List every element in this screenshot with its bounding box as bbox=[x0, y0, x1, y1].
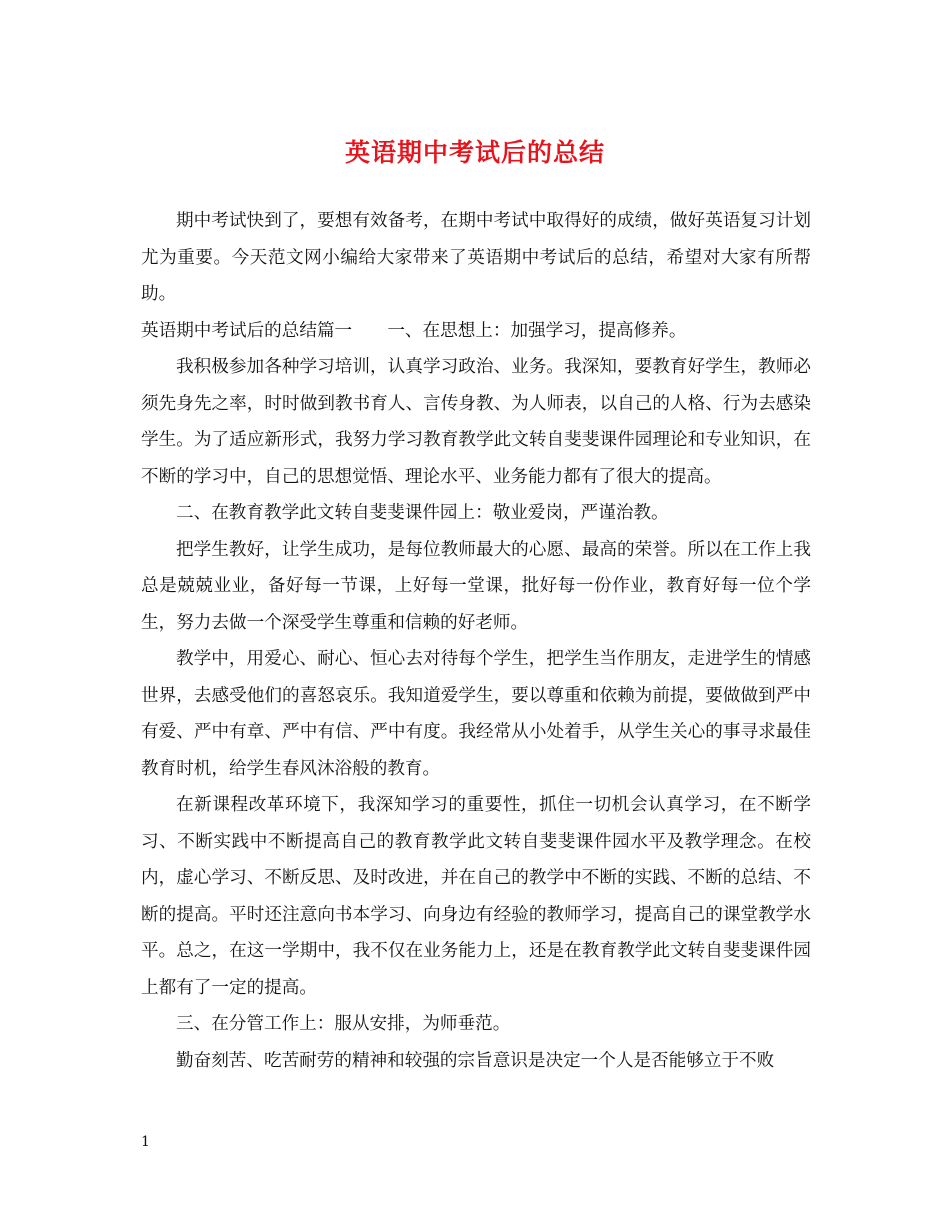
paragraph: 期中考试快到了，要想有效备考，在期中考试中取得好的成绩，做好英语复习计划尤为重要。今天范文网小编给大家带来了英语期中考试后的总结，希望对大家有所帮助。 bbox=[141, 211, 811, 304]
paragraph: 在新课程改革环境下，我深知学习的重要性，抓住一切机会认真学习，在不断学习、不断实践中不断提高自己的教育教学此文转自斐斐课件园水平及教学理念。在校内，虚心学习、不断反思、及时改进，并在自己的教学中不断的实践、不断的总结、不断的提高。平时还注意向书本学习、向身边有经验的教师学习，提高自己的课堂教学水平。总之，在这一学期中，我不仅在业务能力上，还是在教育教学此文转自斐斐课件园上都有了一定的提高。 bbox=[141, 795, 811, 998]
section-heading: 英语期中考试后的总结篇一 一、在思想上：加强学习，提高修养。 bbox=[141, 320, 687, 341]
document-body bbox=[141, 203, 811, 1079]
section-heading: 二、在教育教学此文转自斐斐课件园上：敬业爱岗，严谨治教。 bbox=[176, 503, 669, 523]
document-title: 英语期中考试后的总结 bbox=[344, 138, 605, 167]
paragraph: 把学生教好，让学生成功，是每位教师最大的心愿、最高的荣誉。所以在工作上我总是兢兢业业，备好每一节课，上好每一堂课，批好每一份作业，教育好每一位个学生，努力去做一个深受学生尊重和信赖的好老师。 bbox=[141, 539, 811, 633]
paragraph: 教学中，用爱心、耐心、恒心去对待每个学生，把学生当作朋友，走进学生的情感世界，去感受他们的喜怒哀乐。我知道爱学生，要以尊重和依赖为前提，要做做到严中有爱、严中有章、严中有信、严中有度。我经常从小处着手，从学生关心的事寻求最佳教育时机，给学生春风沐浴般的教育。 bbox=[141, 649, 811, 779]
paragraph: 我积极参加各种学习培训，认真学习政治、业务。我深知，要教育好学生，教师必须先身先之率，时时做到教书育人、言传身教、为人师表，以自己的人格、行为去感染学生。为了适应新形式，我努力学习教育教学此文转自斐斐课件园理论和专业知识，在不断的学习中，自己的思想觉悟、理论水平、业务能力都有了很大的提高。 bbox=[141, 357, 811, 487]
section-heading: 三、在分管工作上：服从安排，为师垂范。 bbox=[176, 1014, 511, 1034]
paragraph: 勤奋刻苦、吃苦耐劳的精神和较强的宗旨意识是决定一个人是否能够立于不败 bbox=[176, 1050, 775, 1071]
page-number: 1 bbox=[141, 1134, 150, 1150]
